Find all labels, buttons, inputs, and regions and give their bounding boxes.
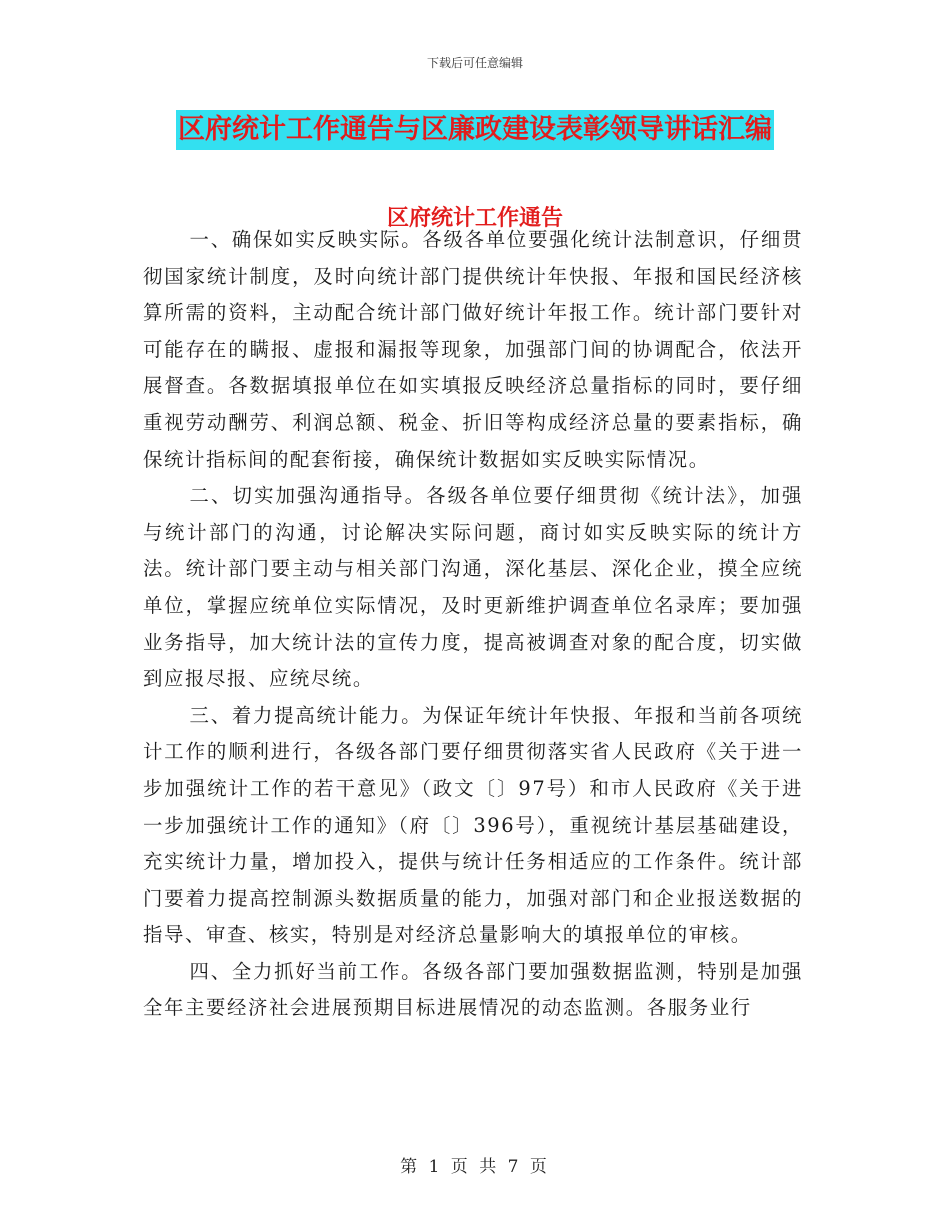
section-title: 区府统计工作通告 xyxy=(386,205,563,231)
document-main-title: 区府统计工作通告与区廉政建设表彰领导讲话汇编 xyxy=(176,110,774,150)
document-body xyxy=(143,222,803,1027)
paragraph-4: 四、全力抓好当前工作。各级各部门要加强数据监测，特别是加强全年主要经济社会进展预期目标进展情况的动态监测。各服务业行 xyxy=(143,959,803,1020)
header-note: 下载后可任意编辑 xyxy=(426,56,523,70)
paragraph-3: 三、着力提高统计能力。为保证年统计年快报、年报和当前各项统计工作的顺利进行，各级各部门要仔细贯彻落实省人民政府《关于进一步加强统计工作的若干意见》（政文〔〕97号）和市人民政府《关于进一步加强统计工作的通知》（府〔〕396号），重视统计基层基础建设，充实统计力量，增加投入，提供与统计任务相适应的工作条件。统计部门要着力提高控制源头数据质量的能力，加强对部门和企业报送数据的指导、审查、核实，特别是对经济总量影响大的填报单位的审核。 xyxy=(143,703,803,947)
document-title-block xyxy=(0,110,950,150)
paragraph-2: 二、切实加强沟通指导。各级各单位要仔细贯彻《统计法》，加强与统计部门的沟通，讨论解决实际问题，商讨如实反映实际的统计方法。统计部门要主动与相关部门沟通，深化基层、深化企业，摸全应统单位，掌握应统单位实际情况，及时更新维护调查单位名录库；要加强业务指导，加大统计法的宣传力度，提高被调查对象的配合度，切实做到应报尽报、应统尽统。 xyxy=(143,484,803,691)
paragraph-1: 一、确保如实反映实际。各级各单位要强化统计法制意识，仔细贯彻国家统计制度，及时向统计部门提供统计年快报、年报和国民经济核算所需的资料，主动配合统计部门做好统计年报工作。统计部门要针对可能存在的瞒报、虚报和漏报等现象，加强部门间的协调配合，依法开展督查。各数据填报单位在如实填报反映经济总量指标的同时，要仔细重视劳动酬劳、利润总额、税金、折旧等构成经济总量的要素指标，确保统计指标间的配套衔接，确保统计数据如实反映实际情况。 xyxy=(143,228,803,471)
page-number-footer: 第 1 页 共 7 页 xyxy=(400,1157,550,1177)
